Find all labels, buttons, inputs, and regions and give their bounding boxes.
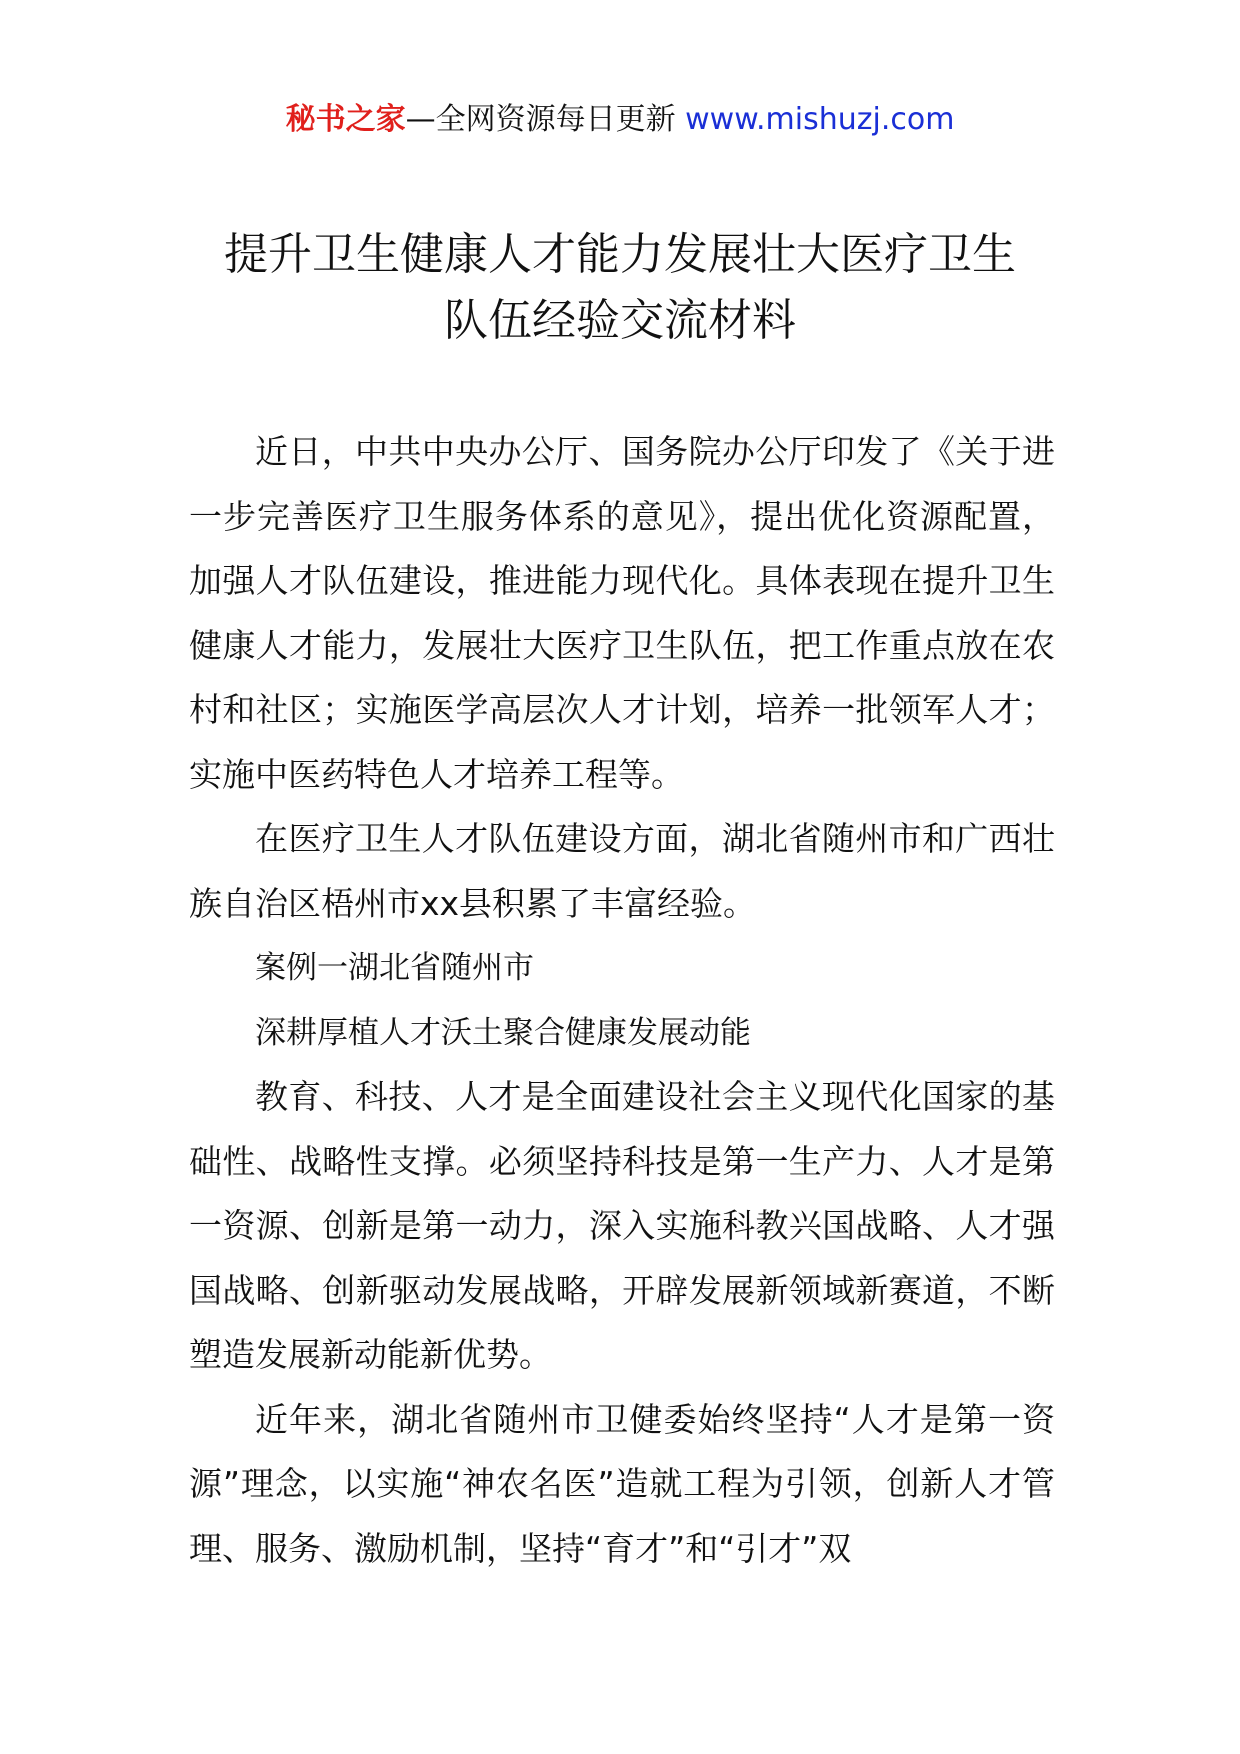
paragraph: 在医疗卫生人才队伍建设方面，湖北省随州市和广西壮族自治区梧州市xx县积累了丰富经验。 — [189, 819, 1055, 923]
header-tagline: —全网资源每日更新 — [405, 102, 676, 137]
document-title — [0, 222, 1240, 354]
title-line-1: 提升卫生健康人才能力发展壮大医疗卫生 — [224, 229, 1016, 280]
header-banner — [0, 100, 1240, 140]
paragraph: 近年来，湖北省随州市卫健委始终坚持“人才是第一资源”理念，以实施“神农名医”造就工程为引领，创新人才管理、服务、激励机制，坚持“育才”和“引才”双 — [189, 1399, 1055, 1568]
brand-name: 秘书之家 — [285, 102, 406, 137]
document-body — [189, 420, 1055, 1581]
paragraph: 教育、科技、人才是全面建设社会主义现代化国家的基础性、战略性支撑。必须坚持科技是第一生产力、人才是第一资源、创新是第一动力，深入实施科教兴国战略、人才强国战略、创新驱动发展战略，开辟发展新领域新赛道，不断塑造发展新动能新优势。 — [189, 1077, 1055, 1374]
title-line-2: 队伍经验交流材料 — [444, 295, 796, 346]
site-link[interactable]: www.mishuzj.com — [685, 102, 955, 137]
case-subheading: 深耕厚植人才沃土聚合健康发展动能 — [255, 1014, 751, 1051]
paragraph: 近日，中共中央办公厅、国务院办公厅印发了《关于进一步完善医疗卫生服务体系的意见》，提出优化资源配置，加强人才队伍建设，推进能力现代化。具体表现在提升卫生健康人才能力，发展壮大医疗卫生队伍，把工作重点放在农村和社区；实施医学高层次人才计划，培养一批领军人才；实施中医药特色人才培养工程等。 — [189, 432, 1055, 794]
case-heading: 案例一湖北省随州市 — [255, 950, 534, 986]
